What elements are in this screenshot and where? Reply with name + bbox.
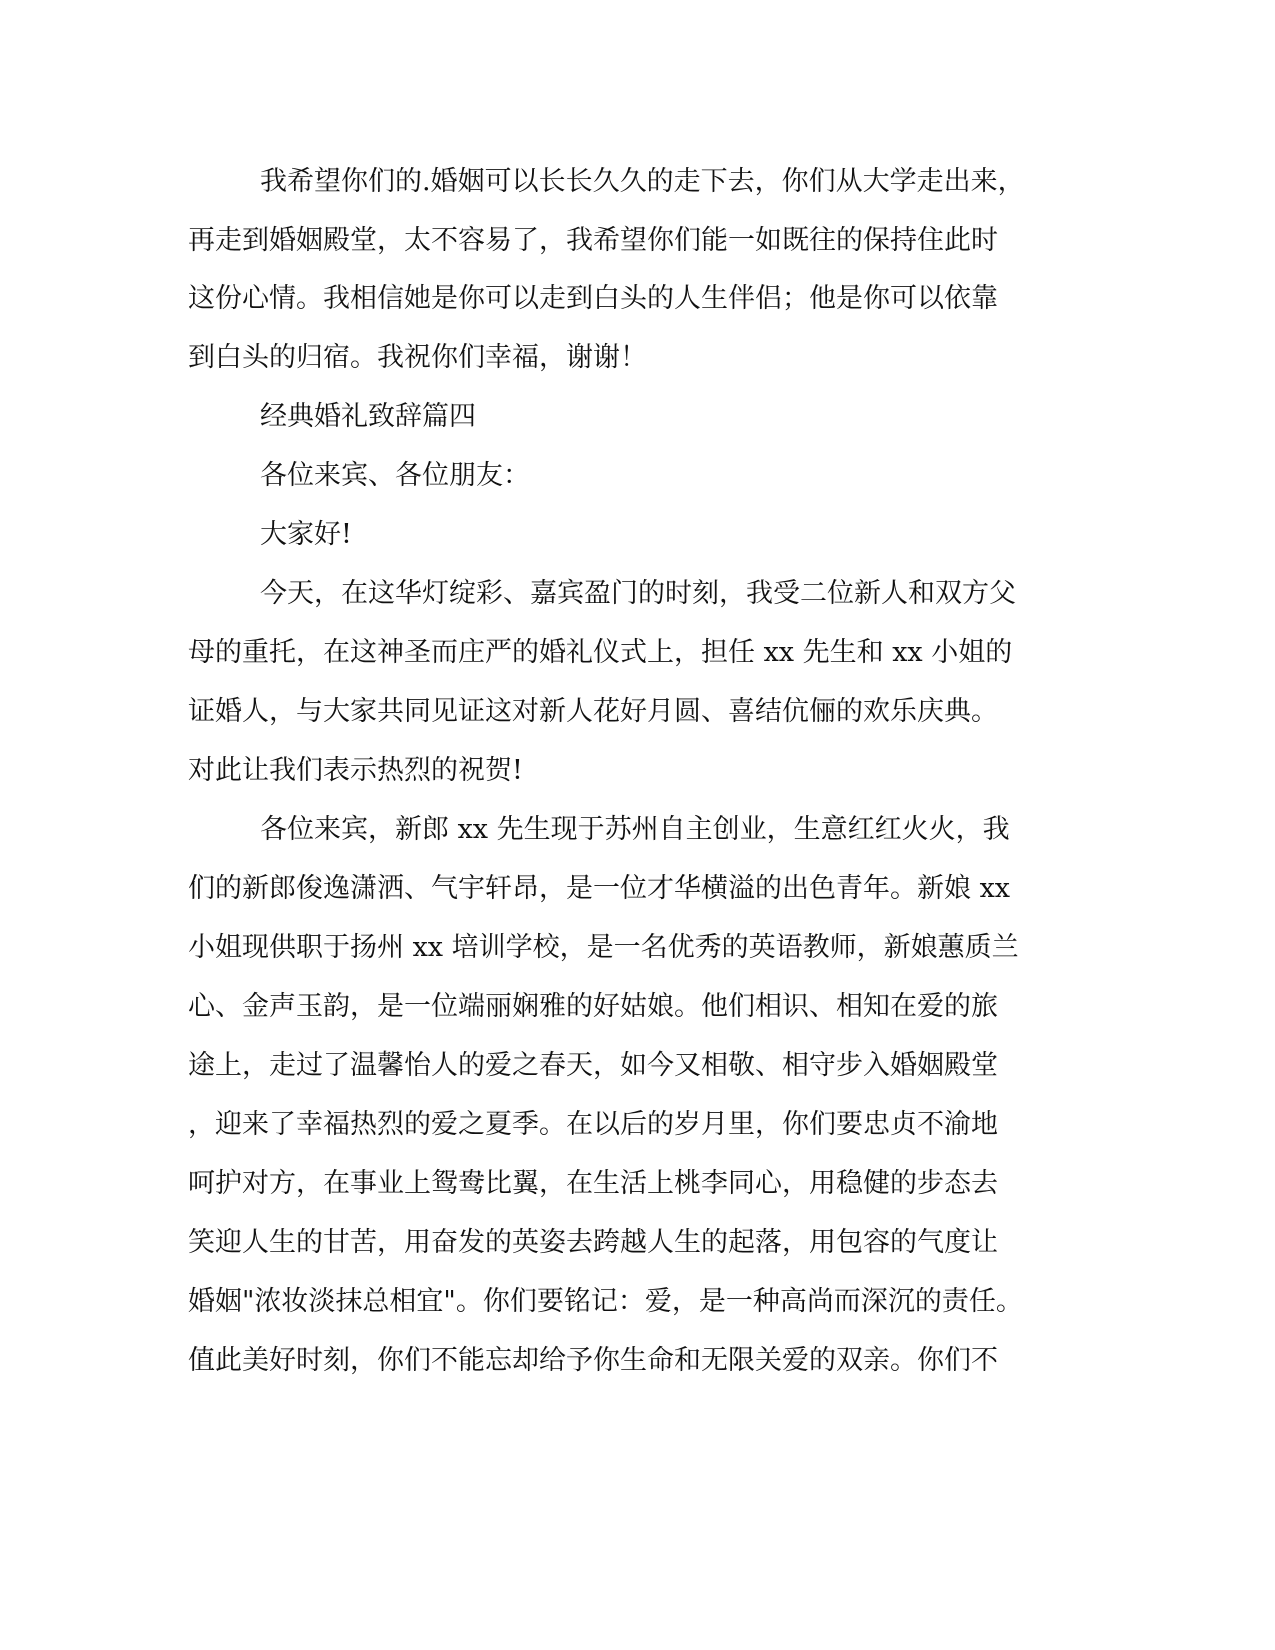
- paragraph-line: 母的重托，在这神圣而庄严的婚礼仪式上，担任 xx 先生和 xx 小姐的: [188, 637, 1013, 668]
- paragraph-line: 证婚人，与大家共同见证这对新人花好月圆、喜结伉俪的欢乐庆典。: [188, 696, 998, 727]
- paragraph-line: 们的新郎俊逸潇洒、气宇轩昂，是一位才华横溢的出色青年。新娘 xx: [188, 873, 1011, 904]
- paragraph-line: 各位来宾，新郎 xx 先生现于苏州自主创业，生意红红火火，我: [260, 814, 1010, 845]
- greeting: 大家好!: [260, 519, 352, 550]
- salutation: 各位来宾、各位朋友：: [260, 460, 530, 491]
- paragraph-line: ，迎来了幸福热烈的爱之夏季。在以后的岁月里，你们要忠贞不渝地: [188, 1109, 998, 1140]
- paragraph-line: 这份心情。我相信她是你可以走到白头的人生伴侣；他是你可以依靠: [188, 283, 998, 314]
- paragraph-line: 呵护对方，在事业上鸳鸯比翼，在生活上桃李同心，用稳健的步态去: [188, 1168, 998, 1199]
- paragraph-line: 对此让我们表示热烈的祝贺!: [188, 755, 523, 786]
- paragraph-line: 心、金声玉韵，是一位端丽娴雅的好姑娘。他们相识、相知在爱的旅: [188, 991, 998, 1022]
- paragraph-line: 途上，走过了温馨怡人的爱之春天，如今又相敬、相守步入婚姻殿堂: [188, 1050, 998, 1081]
- paragraph-line: 值此美好时刻，你们不能忘却给予你生命和无限关爱的双亲。你们不: [188, 1345, 998, 1376]
- paragraph-line: 笑迎人生的甘苦，用奋发的英姿去跨越人生的起落，用包容的气度让: [188, 1227, 998, 1258]
- paragraph-line: 小姐现供职于扬州 xx 培训学校，是一名优秀的英语教师，新娘蕙质兰: [188, 932, 1019, 963]
- paragraph-line: 再走到婚姻殿堂，太不容易了，我希望你们能一如既往的保持住此时: [188, 225, 998, 256]
- paragraph-line: 婚姻"浓妆淡抹总相宜"。你们要铭记：爱，是一种高尚而深沉的责任。: [188, 1286, 1023, 1317]
- paragraph-line: 我希望你们的.婚姻可以长长久久的走下去，你们从大学走出来，: [260, 166, 1025, 197]
- paragraph-line: 到白头的归宿。我祝你们幸福，谢谢！: [188, 342, 647, 373]
- paragraph-line: 今天，在这华灯绽彩、嘉宾盈门的时刻，我受二位新人和双方父: [260, 578, 1016, 609]
- section-heading: 经典婚礼致辞篇四: [260, 401, 476, 432]
